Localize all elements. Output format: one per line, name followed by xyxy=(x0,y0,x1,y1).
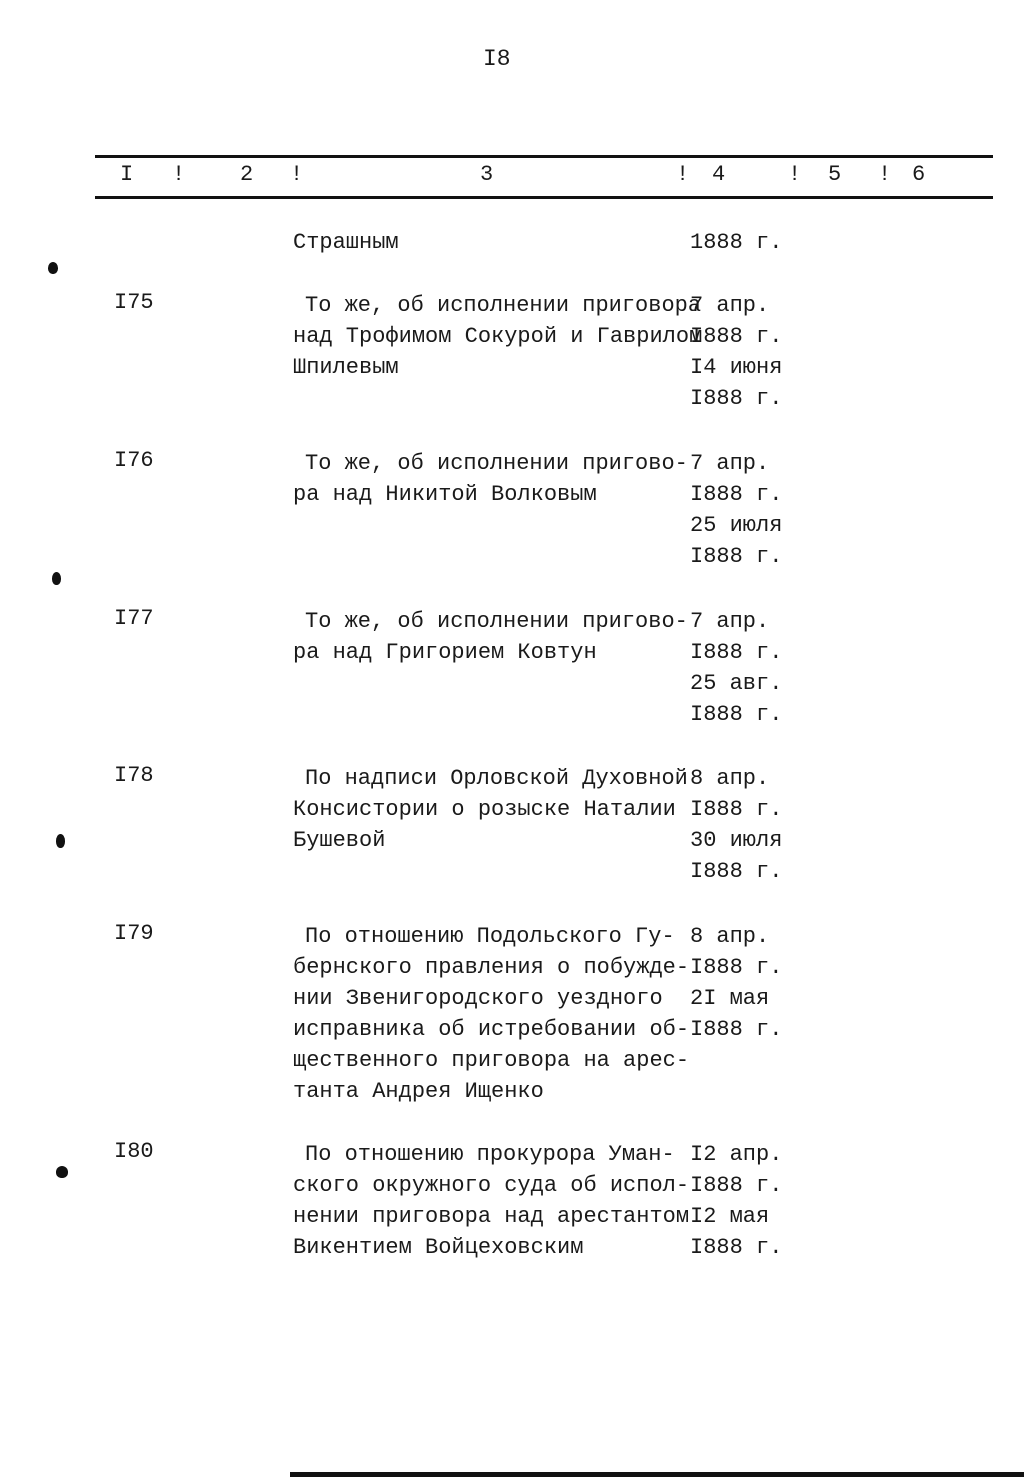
row-number: I77 xyxy=(114,606,154,631)
row-date-line: I888 г. xyxy=(690,955,783,980)
row-description-line: По надписи Орловской Духовной xyxy=(305,766,688,791)
row-description-line: Шпилевым xyxy=(293,355,399,380)
row-date-line: I888 г. xyxy=(690,1173,783,1198)
row-date-line: 30 июля xyxy=(690,828,783,853)
row-description-line: То же, об исполнении приговора xyxy=(305,293,702,318)
row-date-line: I888 г. xyxy=(690,482,783,507)
row-description-line: нении приговора над арестантом xyxy=(293,1204,690,1229)
row-description-line: ра над Григорием Ковтун xyxy=(293,640,597,665)
row-date-line: 25 июля xyxy=(690,513,783,538)
header-rule-bottom xyxy=(95,196,993,199)
col-sep: ! xyxy=(290,162,304,187)
row-date-line: I888 г. xyxy=(690,544,783,569)
col-sep: ! xyxy=(788,162,802,187)
row-description-line: По отношению прокурора Уман- xyxy=(305,1142,675,1167)
row-date-line: I888 г. xyxy=(690,1017,783,1042)
row-date-line: I4 июня xyxy=(690,355,783,380)
row-date-line: 7 апр. xyxy=(690,609,770,634)
row-date-line: 2I мая xyxy=(690,986,770,1011)
row-description-line: щественного приговора на арес- xyxy=(293,1048,690,1073)
row-description-line: По отношению Подольского Гу- xyxy=(305,924,675,949)
row-number: I78 xyxy=(114,763,154,788)
row-date-line: I888 г. xyxy=(690,797,783,822)
row-date-line: I2 мая xyxy=(690,1204,770,1229)
binding-hole-mark xyxy=(56,834,65,848)
row-description-line: над Трофимом Сокурой и Гаврилом xyxy=(293,324,703,349)
row-date-line: I888 г. xyxy=(690,324,783,349)
row-number: I76 xyxy=(114,448,154,473)
row-description-line: Консистории о розыске Наталии xyxy=(293,797,676,822)
col-sep: ! xyxy=(676,162,690,187)
binding-hole-mark xyxy=(52,572,61,585)
row-date-line: 8 апр. xyxy=(690,766,770,791)
row-date-line: 7 апр. xyxy=(690,451,770,476)
row-date-line: I888 г. xyxy=(690,386,783,411)
binding-hole-mark xyxy=(56,1166,68,1178)
row-date-line: I2 апр. xyxy=(690,1142,783,1167)
col-header-1: I xyxy=(120,162,134,187)
row-date-line: 7 апр. xyxy=(690,293,770,318)
row-date-line: I888 г. xyxy=(690,1235,783,1260)
row-description-line: То же, об исполнении пригово- xyxy=(305,451,688,476)
binding-hole-mark xyxy=(48,262,58,274)
row-date-line: I888 г. xyxy=(690,702,783,727)
row-description-line: Бушевой xyxy=(293,828,386,853)
col-header-3: 3 xyxy=(480,162,494,187)
row-description-line: То же, об исполнении пригово- xyxy=(305,609,688,634)
row-description-line: исправника об истребовании об- xyxy=(293,1017,690,1042)
footer-rule xyxy=(290,1472,1024,1477)
row-number: I79 xyxy=(114,921,154,946)
row-description-line: нии Звенигородского уездного xyxy=(293,986,663,1011)
header-rule-top xyxy=(95,155,993,158)
col-header-4: 4 xyxy=(712,162,726,187)
col-sep: ! xyxy=(878,162,892,187)
row-number: I75 xyxy=(114,290,154,315)
row-description-line: бернского правления о побужде- xyxy=(293,955,690,980)
row-date-line: 25 авг. xyxy=(690,671,783,696)
row-number: I80 xyxy=(114,1139,154,1164)
row-date-line: 8 апр. xyxy=(690,924,770,949)
row-description-line: ского окружного суда об испол- xyxy=(293,1173,690,1198)
row-date-line: 1888 г. xyxy=(690,230,783,255)
row-description-line: танта Андрея Ищенко xyxy=(293,1079,544,1104)
row-description-line: Страшным xyxy=(293,230,399,255)
col-sep: ! xyxy=(172,162,186,187)
col-header-6: 6 xyxy=(912,162,926,187)
row-description-line: Викентием Войцеховским xyxy=(293,1235,584,1260)
page-number: I8 xyxy=(483,46,511,72)
col-header-5: 5 xyxy=(828,162,842,187)
row-date-line: I888 г. xyxy=(690,640,783,665)
col-header-2: 2 xyxy=(240,162,254,187)
row-date-line: I888 г. xyxy=(690,859,783,884)
row-description-line: ра над Никитой Волковым xyxy=(293,482,597,507)
